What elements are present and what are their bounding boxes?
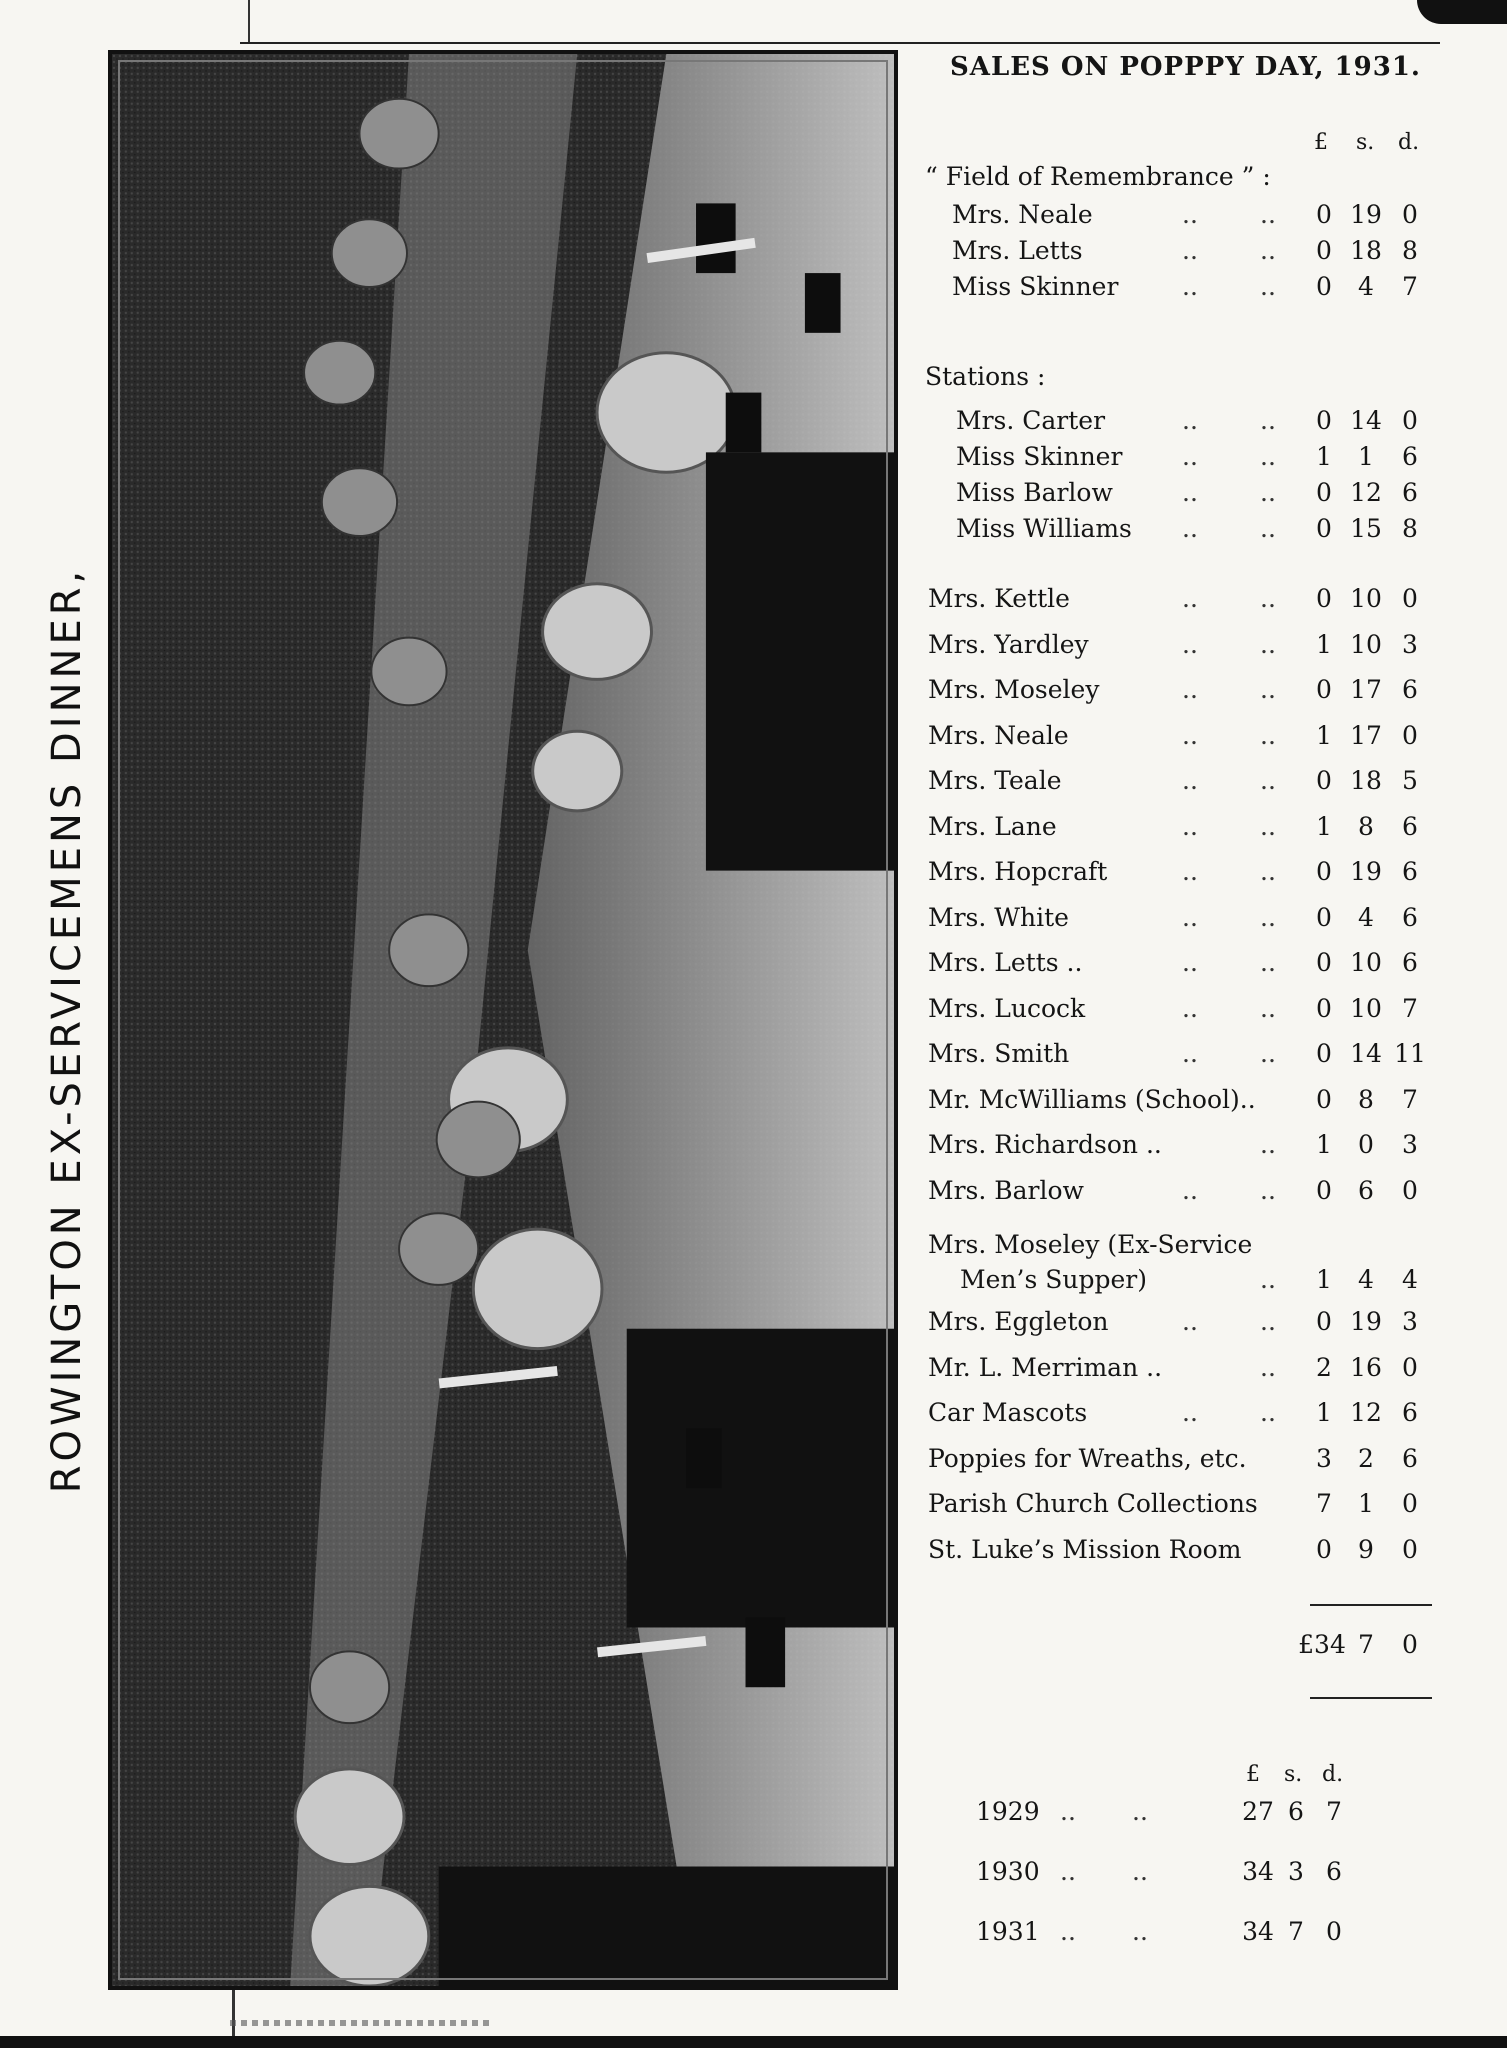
sales-entry-dots-left: .. [1182,811,1198,841]
sales-entry-pence: 6 [1402,811,1418,841]
station-entry-dots-right: .. [1260,478,1276,507]
sales-entry-shillings: 10 [1350,629,1382,659]
sales-entry-shillings: 16 [1350,1352,1382,1382]
sales-entry-name: St. Luke’s Mission Room [928,1534,1242,1564]
sales-entry-row [920,994,1440,1034]
moseley-row [920,1230,1440,1270]
sales-entry-shillings: 10 [1350,948,1382,977]
sales-entry-name: Mrs. Moseley [928,675,1100,704]
sales-entry-dots-left: .. [1182,1039,1198,1068]
sales-entry-row [920,1307,1440,1347]
photo-inner-border [118,60,888,1980]
sales-entry-dots-right: .. [1260,1352,1276,1382]
sales-entry-dots-left: .. [1182,629,1198,659]
station-entry-shillings: 15 [1350,514,1382,543]
sales-entry-row [920,1444,1440,1484]
sales-entry-shillings: 19 [1350,857,1382,886]
year-pence: 6 [1326,1857,1342,1886]
sales-entry-row [920,630,1440,670]
moseley-line2: Men’s Supper) [960,1265,1147,1294]
station-entry-dots-right: .. [1260,406,1276,435]
sales-entry-name: Mrs. Richardson .. [928,1130,1162,1159]
sales-entry-row [920,903,1440,943]
sales-entry-dots-right: .. [1260,675,1276,704]
sales-entry-shillings: 8 [1358,1084,1374,1114]
sales-entry-row [920,1353,1440,1393]
scan-top-rule [240,42,1440,44]
sales-entry-pounds: 1 [1316,811,1332,841]
sales-entry-dots-right: .. [1260,902,1276,932]
sales-entry-dots-left: .. [1182,584,1198,613]
station-entry-pence: 8 [1402,514,1418,543]
station-entry-shillings: 1 [1358,442,1374,471]
sales-entry-shillings: 2 [1358,1443,1374,1473]
sales-entry-dots-right: .. [1260,811,1276,841]
station-entry-name: Miss Skinner [956,442,1123,471]
sales-entry-pence: 6 [1402,857,1418,886]
sales-entry-pounds: 7 [1316,1489,1332,1518]
sales-entry-shillings: 9 [1358,1534,1374,1564]
station-entry-dots-left: .. [1182,442,1198,471]
header-shillings: s. [1356,130,1375,155]
scan-bottom-noise [230,2020,490,2026]
sales-entry-pence: 3 [1402,1130,1418,1159]
sales-entry-dots-left: .. [1182,720,1198,750]
scan-mark [248,0,250,42]
field-entry-dots-right: .. [1260,200,1276,229]
sales-entry-shillings: 1 [1358,1489,1374,1518]
sales-entry-pence: 7 [1402,1084,1418,1114]
sales-entry-dots-left: .. [1182,857,1198,886]
sales-entry-pence: 0 [1402,720,1418,750]
sales-entry-pence: 3 [1402,1307,1418,1336]
year-dots-left: .. [1060,1797,1076,1826]
sales-entry-row [920,584,1440,624]
sales-entry-shillings: 8 [1358,811,1374,841]
sales-entry-name: Mrs. White [928,902,1069,932]
sales-entry-shillings: 6 [1358,1175,1374,1205]
year-year: 1930 [976,1857,1040,1886]
sales-entry-dots-right: .. [1260,766,1276,795]
station-entry-row [920,406,1440,446]
sales-entry-pounds: 0 [1316,584,1332,613]
sales-entry-pounds: 0 [1316,993,1332,1023]
sales-entry-shillings: 12 [1350,1398,1382,1427]
station-entry-pence: 6 [1402,478,1418,507]
year-dots-right: .. [1132,1797,1148,1826]
station-entry-pounds: 0 [1316,478,1332,507]
sales-entry-dots-right: .. [1260,1039,1276,1068]
station-entry-name: Miss Williams [956,514,1132,543]
sales-entry-row [920,1535,1440,1575]
sales-entry-shillings: 0 [1358,1130,1374,1159]
sales-entry-pounds: 0 [1316,1039,1332,1068]
dinner-photo [108,50,898,1990]
sales-entry-pounds: 1 [1316,629,1332,659]
station-entry-row [920,514,1440,554]
sales-entry-name: Mrs. Lane [928,811,1057,841]
total-row [920,1630,1440,1670]
year-dots-left: .. [1060,1917,1076,1946]
photo-caption [36,500,98,1560]
sales-entry-row [920,812,1440,852]
sales-entry-row [920,766,1440,806]
year-dots-left: .. [1060,1857,1076,1886]
sales-entry-row [920,721,1440,761]
sales-entry-dots-right: .. [1260,948,1276,977]
sales-entry-dots-right: .. [1260,1130,1276,1159]
sales-entry-pence: 5 [1402,766,1418,795]
sales-entry-pounds: 0 [1316,1307,1332,1336]
sales-entry-dots-right: .. [1260,1307,1276,1336]
sales-entry-name: Parish Church Collections [928,1489,1258,1518]
sales-entry-name: Mr. L. Merriman .. [928,1352,1163,1382]
sales-entry-pence: 0 [1402,1175,1418,1205]
sales-entry-name: Mrs. Lucock [928,993,1086,1023]
year-pounds: 34 [1242,1917,1274,1946]
sales-entry-pence: 0 [1402,1534,1418,1564]
station-entry-pence: 6 [1402,442,1418,471]
station-entry-dots-left: .. [1182,478,1198,507]
sales-entry-pence: 0 [1402,1352,1418,1382]
sales-entry-pounds: 1 [1316,720,1332,750]
sales-entry-row [920,948,1440,988]
sales-entry-pounds: 0 [1316,766,1332,795]
field-entry-pence: 8 [1402,236,1418,265]
year-year: 1929 [976,1797,1040,1826]
photo-caption-text: ROWINGTON EX-SERVICEMENS DINNER, [44,566,90,1494]
year-pence: 7 [1326,1797,1342,1826]
poppy-sales-table [920,52,1440,1952]
year-header-pence: d. [1322,1762,1344,1787]
sales-entry-name: Mrs. Kettle [928,584,1070,613]
year-pence: 0 [1326,1917,1342,1946]
moseley-shillings: 4 [1358,1265,1374,1294]
station-entry-pounds: 0 [1316,406,1332,435]
sales-entry-pounds: 0 [1316,948,1332,977]
sales-entry-row [920,675,1440,715]
sales-entry-pence: 0 [1402,584,1418,613]
year-shillings: 3 [1288,1857,1304,1886]
year-header-pounds: £ [1246,1762,1260,1787]
sales-entry-row [920,1398,1440,1438]
moseley-pence: 4 [1402,1265,1418,1294]
field-entry-name: Mrs. Neale [952,200,1093,229]
total-rule-bottom [1310,1697,1432,1699]
scan-bottom-mark [232,1990,235,2040]
sales-entry-pounds: 0 [1316,902,1332,932]
total-pence: 0 [1402,1630,1418,1659]
sales-entry-pence: 7 [1402,993,1418,1023]
field-entry-name: Mrs. Letts [952,236,1083,265]
station-entry-pounds: 1 [1316,442,1332,471]
field-entry-row [920,200,1440,240]
sales-entry-name: Mr. McWilliams (School).. [928,1084,1256,1114]
station-entry-dots-right: .. [1260,442,1276,471]
moseley-line1: Mrs. Moseley (Ex-Service [928,1230,1253,1259]
sales-entry-dots-left: .. [1182,1398,1198,1427]
sales-entry-row [920,1176,1440,1216]
year-year: 1931 [976,1917,1040,1946]
sales-entry-row [920,857,1440,897]
sales-entry-pence: 3 [1402,629,1418,659]
field-entry-dots-left: .. [1182,272,1198,301]
sales-entry-pence: 6 [1402,675,1418,704]
header-pounds: £ [1314,130,1328,155]
moseley-pounds: 1 [1316,1265,1332,1294]
sales-entry-name: Mrs. Hopcraft [928,857,1108,886]
sales-entry-shillings: 14 [1350,1039,1382,1068]
year-row [920,1917,1440,1957]
scan-blot [1417,0,1507,24]
station-entry-shillings: 12 [1350,478,1382,507]
year-row [920,1857,1440,1897]
year-pounds: 34 [1242,1857,1274,1886]
sales-entry-dots-left: .. [1182,675,1198,704]
sales-entry-name: Mrs. Smith [928,1039,1070,1068]
sales-entry-pounds: 0 [1316,675,1332,704]
year-pounds: 27 [1242,1797,1274,1826]
total-rule-top [1310,1604,1432,1606]
field-entry-row [920,236,1440,276]
sales-entry-pence: 6 [1402,1398,1418,1427]
sales-entry-dots-right: .. [1260,993,1276,1023]
sales-entry-name: Poppies for Wreaths, etc. [928,1443,1247,1473]
station-entry-dots-right: .. [1260,514,1276,543]
sales-entry-dots-right: .. [1260,584,1276,613]
sales-entry-name: Mrs. Teale [928,766,1062,795]
station-entry-pounds: 0 [1316,514,1332,543]
field-entry-row [920,272,1440,312]
stations-heading: Stations : [925,362,1046,391]
year-dots-right: .. [1132,1917,1148,1946]
sales-entry-dots-right: .. [1260,629,1276,659]
sales-entry-pounds: 1 [1316,1130,1332,1159]
sales-entry-pounds: 0 [1316,1084,1332,1114]
total-shillings: 7 [1358,1630,1374,1659]
field-entry-dots-left: .. [1182,200,1198,229]
moseley-row-cont: Men’s Supper) .. 1 4 4 [920,1265,1440,1305]
sales-entry-dots-right: .. [1260,720,1276,750]
sales-entry-dots-left: .. [1182,948,1198,977]
field-entry-pence: 0 [1402,200,1418,229]
sales-entry-shillings: 4 [1358,902,1374,932]
sales-entry-name: Mrs. Neale [928,720,1069,750]
sales-entry-row [920,1130,1440,1170]
field-entry-shillings: 4 [1358,272,1374,301]
year-header-shillings: s. [1284,1762,1303,1787]
station-entry-dots-left: .. [1182,514,1198,543]
year-shillings: 6 [1288,1797,1304,1826]
field-entry-pounds: 0 [1316,200,1332,229]
sales-entry-row [920,1085,1440,1125]
sales-entry-row [920,1039,1440,1079]
sales-entry-pence: 6 [1402,1443,1418,1473]
sales-entry-dots-left: .. [1182,1307,1198,1336]
field-entry-shillings: 19 [1350,200,1382,229]
field-entry-pounds: 0 [1316,272,1332,301]
station-entry-dots-left: .. [1182,406,1198,435]
field-entry-dots-right: .. [1260,272,1276,301]
field-entry-pence: 7 [1402,272,1418,301]
sales-entry-shillings: 10 [1350,993,1382,1023]
sales-entry-name: Mrs. Letts .. [928,948,1083,977]
sales-entry-name: Mrs. Barlow [928,1175,1084,1205]
station-entry-name: Mrs. Carter [956,406,1106,435]
year-row [920,1797,1440,1837]
station-entry-row [920,442,1440,482]
sales-entry-dots-right: .. [1260,1398,1276,1427]
sales-entry-dots-right: .. [1260,1175,1276,1205]
sales-entry-pence: 11 [1394,1039,1426,1068]
total-pounds: £34 [1298,1630,1346,1659]
sales-entry-shillings: 18 [1350,766,1382,795]
sales-entry-dots-left: .. [1182,902,1198,932]
sales-entry-row [920,1489,1440,1529]
sales-entry-name: Car Mascots [928,1398,1088,1427]
sales-entry-pence: 6 [1402,902,1418,932]
station-entry-pence: 0 [1402,406,1418,435]
field-entry-name: Miss Skinner [952,272,1119,301]
sales-entry-pounds: 1 [1316,1398,1332,1427]
sales-entry-name: Mrs. Yardley [928,629,1089,659]
sales-entry-pounds: 0 [1316,1534,1332,1564]
field-entry-dots-left: .. [1182,236,1198,265]
header-pence: d. [1398,130,1420,155]
field-heading: “ Field of Remembrance ” : [925,162,1271,191]
sales-entry-dots-right: .. [1260,857,1276,886]
sales-entry-shillings: 19 [1350,1307,1382,1336]
field-entry-shillings: 18 [1350,236,1382,265]
field-entry-dots-right: .. [1260,236,1276,265]
station-entry-row [920,478,1440,518]
sales-entry-pence: 6 [1402,948,1418,977]
sales-entry-pence: 0 [1402,1489,1418,1518]
sales-entry-pounds: 0 [1316,857,1332,886]
sales-entry-pounds: 3 [1316,1443,1332,1473]
sales-entry-shillings: 10 [1350,584,1382,613]
sales-entry-shillings: 17 [1350,720,1382,750]
sales-title: SALES ON POPPPY DAY, 1931. [950,52,1421,82]
year-dots-right: .. [1132,1857,1148,1886]
sales-entry-pounds: 0 [1316,1175,1332,1205]
station-entry-name: Miss Barlow [956,478,1113,507]
scan-foot-edge [0,2036,1507,2048]
sales-entry-dots-left: .. [1182,993,1198,1023]
sales-entry-dots-left: .. [1182,766,1198,795]
sales-entry-pounds: 2 [1316,1352,1332,1382]
sales-entry-shillings: 17 [1350,675,1382,704]
station-entry-shillings: 14 [1350,406,1382,435]
field-entry-pounds: 0 [1316,236,1332,265]
year-shillings: 7 [1288,1917,1304,1946]
sales-entry-dots-left: .. [1182,1175,1198,1205]
sales-entry-name: Mrs. Eggleton [928,1307,1109,1336]
